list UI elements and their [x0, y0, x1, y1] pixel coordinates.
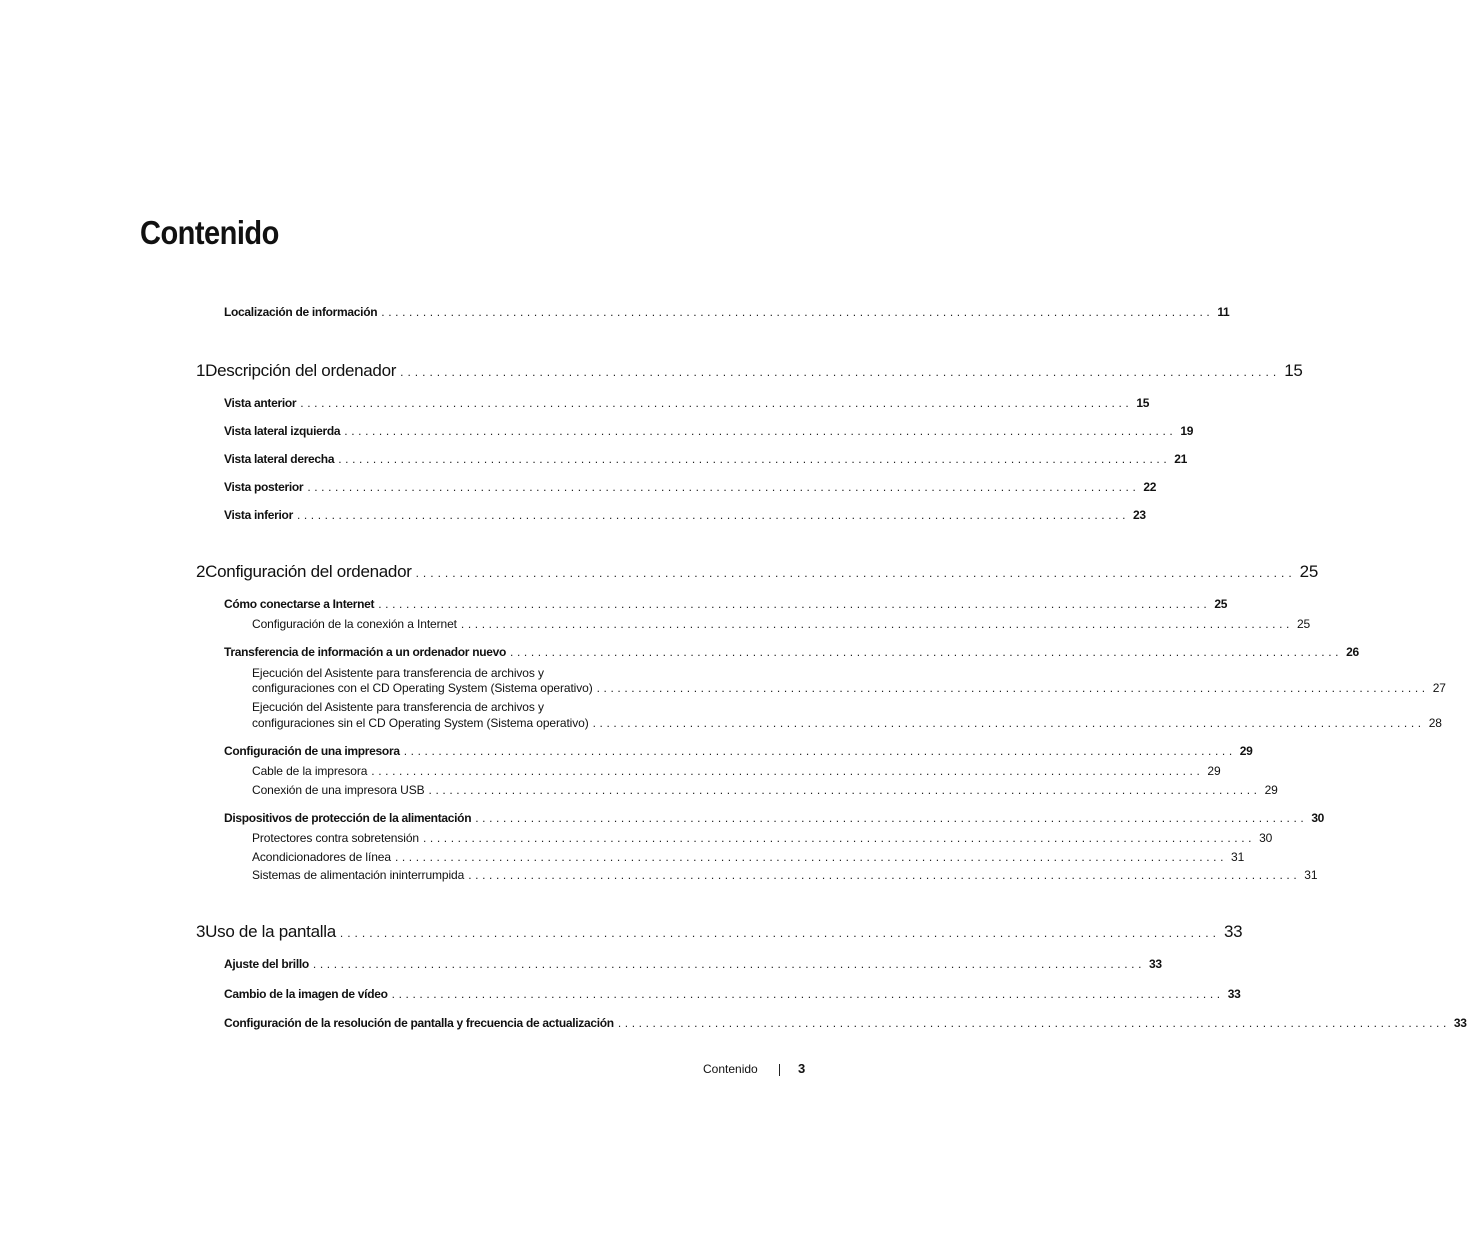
toc-entry[interactable]	[224, 1016, 1467, 1030]
toc-subentry-label: Acondicionadores de línea	[252, 850, 391, 864]
toc-entry[interactable]	[224, 424, 1194, 438]
dot-leader: ........................................................................................................................	[596, 681, 1429, 695]
dot-leader: ........................................................................................................................	[617, 1016, 1450, 1030]
toc-page-number: 25	[1296, 617, 1311, 631]
toc-subentry-label: Configuración de la conexión a Internet	[252, 617, 457, 631]
toc-page-number: 33	[1149, 957, 1162, 971]
toc-chapter[interactable]	[196, 562, 1318, 582]
toc-entry-label: Vista lateral izquierda	[224, 424, 341, 438]
dot-leader: ........................................................................................................................	[400, 365, 1281, 379]
toc-entry[interactable]	[224, 480, 1157, 494]
toc-chapter[interactable]	[196, 922, 1243, 942]
dot-leader: ........................................................................................................................	[344, 424, 1177, 438]
toc-subentry[interactable]	[252, 868, 1318, 882]
toc-page-number: 29	[1239, 744, 1253, 758]
toc-subentry-label: configuraciones sin el CD Operating System (Sistema operativo)	[252, 716, 589, 730]
toc-subentry-label: Sistemas de alimentación ininterrumpida	[252, 868, 465, 882]
dot-leader: ........................................................................................................................	[312, 957, 1145, 971]
page-title: Contenido	[140, 214, 279, 251]
dot-leader: ........................................................................................................................	[307, 480, 1140, 494]
toc-page-number: 15	[1136, 396, 1150, 410]
toc-entry-label: Configuración de la resolución de pantalla y frecuencia de actualización	[224, 1016, 614, 1030]
toc-entry[interactable]	[224, 396, 1150, 410]
dot-leader: ........................................................................................................................	[592, 716, 1425, 730]
toc-entry[interactable]	[224, 452, 1188, 466]
toc-page-number: 30	[1259, 831, 1273, 845]
dot-leader: ........................................................................................................................	[381, 305, 1214, 319]
toc-subentry[interactable]	[252, 617, 1311, 631]
toc-page-number: 15	[1284, 361, 1303, 380]
toc-entry[interactable]	[224, 744, 1253, 758]
toc-page-number: 26	[1346, 645, 1359, 659]
dot-leader: ........................................................................................................................	[468, 868, 1301, 882]
dot-leader: ........................................................................................................................	[394, 850, 1228, 864]
toc-subentry-label: Protectores contra sobretensión	[252, 831, 419, 845]
dot-leader: ........................................................................................................................	[296, 508, 1130, 522]
toc-subentry-label: Cable de la impresora	[252, 764, 368, 778]
toc-entry-label: Vista lateral derecha	[224, 452, 335, 466]
chapter-number: 2	[196, 562, 206, 581]
dot-leader: ........................................................................................................................	[338, 452, 1171, 466]
dot-leader: ........................................................................................................................	[510, 645, 1343, 659]
toc-entry-label: Configuración de una impresora	[224, 744, 400, 758]
toc-page-number: 30	[1311, 811, 1325, 825]
toc-entry[interactable]	[224, 645, 1359, 659]
toc-entry[interactable]	[224, 597, 1228, 611]
toc-subentry[interactable]	[252, 783, 1278, 797]
dot-leader: ........................................................................................................................	[339, 926, 1220, 940]
toc-subentry[interactable]	[252, 850, 1245, 864]
toc-entry-label: Ajuste del brillo	[224, 957, 309, 971]
toc-entry-label: Cómo conectarse a Internet	[224, 597, 375, 611]
toc-entry[interactable]	[224, 957, 1162, 971]
footer-divider	[779, 1064, 780, 1076]
toc-entry[interactable]	[224, 987, 1241, 1001]
chapter-label: Uso de la pantalla	[205, 922, 336, 941]
toc-chapter[interactable]	[196, 361, 1303, 381]
toc-entry-label: Localización de información	[224, 305, 378, 319]
dot-leader: ........................................................................................................................	[300, 396, 1133, 410]
toc-page-number: 19	[1180, 424, 1194, 438]
dot-leader: ........................................................................................................................	[378, 597, 1211, 611]
chapter-label: Configuración del ordenador	[205, 562, 412, 581]
dot-leader: ........................................................................................................................	[391, 987, 1224, 1001]
toc-page-number: 31	[1304, 868, 1318, 882]
toc-entry-label: Transferencia de información a un ordenador nuevo	[224, 645, 507, 659]
toc-entry-label: Dispositivos de protección de la alimentación	[224, 811, 472, 825]
toc-entry-label: Vista inferior	[224, 508, 293, 522]
toc-page-number: 11	[1217, 305, 1230, 319]
toc-entry-label: Cambio de la imagen de vídeo	[224, 987, 388, 1001]
toc-subentry[interactable]	[252, 716, 1442, 730]
chapter-number: 3	[196, 922, 206, 941]
dot-leader: ........................................................................................................................	[415, 566, 1296, 580]
toc-page-number: 21	[1174, 452, 1188, 466]
footer-page-number: 3	[798, 1061, 806, 1076]
toc-page-number: 28	[1428, 716, 1442, 730]
toc-page-number: 25	[1214, 597, 1228, 611]
toc-page-number: 33	[1453, 1016, 1467, 1030]
toc-page-number: 22	[1143, 480, 1157, 494]
dot-leader: ........................................................................................................................	[423, 831, 1256, 845]
dot-leader: ........................................................................................................................	[371, 764, 1204, 778]
toc-entry[interactable]	[224, 811, 1325, 825]
toc-page-number: 33	[1227, 987, 1241, 1001]
dot-leader: ........................................................................................................................	[460, 617, 1293, 631]
dot-leader: ........................................................................................................................	[428, 783, 1261, 797]
dot-leader: ........................................................................................................................	[403, 744, 1236, 758]
toc-entry-label: Vista posterior	[224, 480, 304, 494]
toc-page-number: 29	[1264, 783, 1278, 797]
toc-page-number: 29	[1207, 764, 1221, 778]
dot-leader: ........................................................................................................................	[475, 811, 1308, 825]
toc-entry-label: Vista anterior	[224, 396, 297, 410]
toc-entry[interactable]	[224, 508, 1146, 522]
toc-page-number: 23	[1133, 508, 1146, 522]
toc-page-number: 31	[1231, 850, 1245, 864]
toc-entry[interactable]	[224, 305, 1230, 319]
toc-page-number: 33	[1223, 922, 1243, 941]
toc-subentry[interactable]	[252, 831, 1273, 845]
chapter-number: 1	[196, 361, 206, 380]
toc-page-number: 25	[1299, 562, 1318, 581]
toc-subentry-label-line1: Ejecución del Asistente para transferencia de archivos y	[252, 666, 544, 680]
toc-page-number: 27	[1432, 681, 1446, 695]
chapter-label: Descripción del ordenador	[205, 361, 397, 380]
toc-subentry-label: configuraciones con el CD Operating System (Sistema operativo)	[252, 681, 593, 695]
toc-subentry-label-line1: Ejecución del Asistente para transferencia de archivos y	[252, 700, 544, 714]
toc-subentry-label: Conexión de una impresora USB	[252, 783, 425, 797]
toc-subentry[interactable]	[252, 764, 1221, 778]
footer-section-label: Contenido	[703, 1062, 758, 1076]
toc-subentry[interactable]	[252, 681, 1446, 695]
